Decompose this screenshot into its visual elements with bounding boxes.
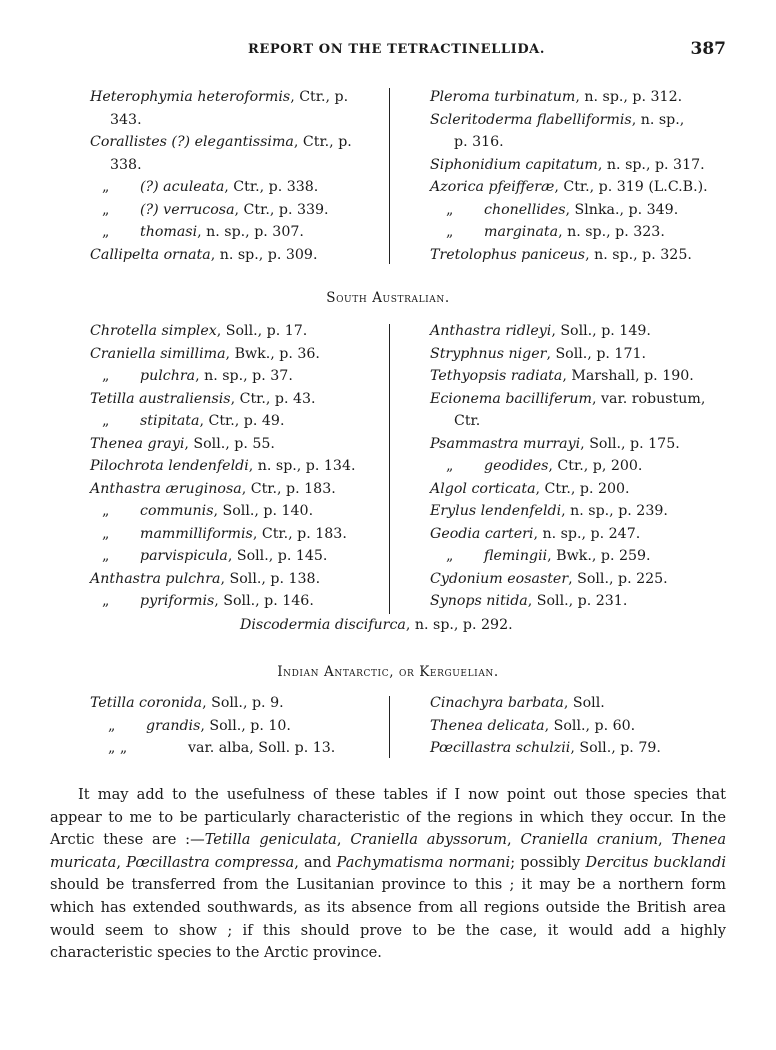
species-citation: , var. robustum,	[592, 390, 706, 407]
species-citation: , Soll.	[563, 695, 605, 711]
column-divider	[389, 88, 390, 264]
species-citation: , Soll., p. 140.	[213, 503, 314, 519]
ditto-mark: „	[102, 525, 110, 542]
species-entry	[90, 500, 313, 522]
species-citation: , n. sp., p. 317.	[597, 156, 705, 173]
species-citation: , Soll., p. 55.	[184, 435, 275, 452]
species-citation: , Soll., p. 9.	[202, 695, 284, 711]
species-name: Tetilla geniculata	[204, 831, 337, 849]
column-divider	[389, 696, 390, 758]
para-text: ,	[116, 853, 127, 871]
species-citation: 338.	[110, 156, 142, 173]
species-table-indian-antarctic	[90, 692, 730, 764]
species-entry	[90, 545, 327, 567]
species-citation: , n. sp., p. 309.	[210, 246, 318, 263]
ditto-mark: „	[108, 717, 116, 734]
ditto-mark: „	[446, 224, 454, 240]
species-entry	[430, 715, 635, 737]
species-entry	[90, 176, 318, 198]
species-name: Geodia carteri	[430, 525, 534, 542]
column-divider	[389, 324, 390, 614]
para-text: It may add to the usefulness of these tables if I now point out those species that appear to me to be particularly characteristic of the regions in which they occur. In the Arctic these are :—	[50, 786, 726, 849]
species-citation: , Soll., p. 225.	[568, 570, 668, 587]
species-name: pulchra	[140, 368, 196, 384]
species-entry	[454, 410, 480, 432]
species-name: parvispicula	[140, 548, 228, 564]
para-text: ; possibly	[510, 853, 586, 871]
species-citation: , Soll., p. 79.	[570, 740, 661, 756]
ditto-mark: „	[102, 548, 110, 564]
species-citation: , Bwk., p. 259.	[547, 548, 651, 564]
species-name: Pleroma turbinatum	[430, 89, 576, 105]
ditto-mark: „	[102, 224, 110, 240]
species-entry	[430, 221, 665, 243]
species-citation: , n. sp., p. 247.	[533, 525, 641, 542]
species-entry	[90, 568, 320, 590]
species-name: Anthastra pulchra	[90, 570, 221, 587]
species-citation: , n. sp., p. 323.	[558, 224, 665, 240]
species-name: Anthastra æruginosa	[90, 480, 242, 497]
species-entry	[430, 154, 705, 176]
species-name: Pilochrota lendenfeldi	[90, 458, 249, 474]
species-name: Thenea delicata	[430, 717, 545, 734]
species-entry	[90, 523, 347, 545]
species-name: Ecionema bacilliferum	[430, 390, 592, 407]
species-citation: , Ctr., p. 338.	[224, 179, 319, 195]
species-entry	[90, 715, 291, 737]
species-citation: , Ctr., p.	[290, 89, 349, 105]
para-text: ,	[507, 831, 521, 849]
running-title: REPORT ON THE TETRACTINELLIDA.	[248, 42, 545, 57]
species-entry	[430, 523, 640, 545]
species-citation: var. alba, Soll. p. 13.	[188, 740, 336, 756]
species-citation: , Soll., p. 149.	[551, 323, 651, 339]
species-citation: , n. sp., p. 37.	[195, 368, 293, 384]
species-entry	[454, 131, 504, 153]
species-name: Tetilla coronida	[90, 695, 203, 711]
species-entry	[430, 433, 680, 455]
species-entry	[90, 433, 275, 455]
species-citation: , Ctr., p, 200.	[548, 458, 643, 474]
species-entry	[90, 590, 314, 612]
section-title-south-australian: South Australian.	[326, 290, 450, 306]
species-entry	[110, 154, 142, 176]
species-citation: , Soll., p. 231.	[527, 593, 628, 609]
species-citation: , Ctr., p. 183.	[252, 525, 347, 542]
species-name: Craniella abyssorum	[350, 831, 508, 849]
species-citation: , Ctr., p. 49.	[199, 413, 285, 429]
ditto-mark: „	[102, 503, 110, 519]
ditto-mark: „	[446, 458, 454, 474]
species-citation: , Soll., p. 171.	[546, 345, 647, 362]
species-name: flemingii	[484, 548, 548, 564]
species-name: Siphonidium capitatum	[430, 156, 598, 173]
species-table-south-australian	[90, 320, 730, 620]
section-title-indian-antarctic: Indian Antarctic, or Kerguelian.	[277, 664, 499, 680]
species-name: geodides	[484, 458, 549, 474]
species-citation: , Slnka., p. 349.	[565, 201, 679, 218]
species-name: Tethyopsis radiata	[430, 368, 563, 384]
ditto-mark: „	[102, 368, 110, 384]
para-text: ,	[658, 831, 672, 849]
species-entry	[430, 455, 642, 477]
species-entry	[430, 590, 627, 612]
species-name: Dercitus bucklandi	[585, 853, 726, 871]
species-name: Scleritoderma flabelliformis	[430, 111, 632, 128]
species-citation: 343.	[110, 111, 142, 128]
ditto-mark: „	[446, 548, 454, 564]
para-text: , and	[294, 853, 337, 871]
species-citation: , n. sp.,	[631, 111, 685, 128]
species-entry	[430, 365, 694, 387]
species-citation: , Ctr., p. 339.	[234, 201, 329, 218]
para-text: ,	[336, 831, 351, 849]
species-entry	[430, 244, 692, 266]
species-name: Cinachyra barbata	[430, 695, 564, 711]
species-entry	[90, 131, 352, 153]
species-entry	[430, 109, 684, 131]
species-name: communis	[140, 503, 214, 519]
species-entry	[90, 199, 329, 221]
species-entry	[90, 320, 307, 342]
species-citation: , Soll., p. 146.	[214, 593, 314, 609]
species-citation: , n. sp., p. 292.	[405, 617, 513, 633]
species-name: thomasi	[140, 224, 198, 240]
species-name: grandis	[146, 717, 201, 734]
species-entry	[430, 343, 646, 365]
ditto-mark: „	[446, 201, 454, 218]
page-number: 387	[690, 39, 726, 59]
species-name: Tretolophus paniceus	[430, 246, 586, 263]
species-name: Cydonium eosaster	[430, 570, 569, 587]
species-entry	[90, 737, 335, 759]
species-entry	[430, 500, 668, 522]
species-citation: , Ctr., p.	[293, 134, 352, 150]
species-citation: , Soll., p. 175.	[580, 435, 680, 452]
species-name: Thenea muricata	[50, 831, 727, 871]
species-citation: , Ctr., p. 319 (L.C.B.).	[554, 179, 708, 195]
species-citation: , n. sp., p. 307.	[197, 224, 304, 240]
species-entry	[90, 410, 284, 432]
para-text: should be transferred from the Lusitanian province to this ; it may be a northern form which has extended southwards, as its absence from all regions outside the British area would seem to show ; if this should prove to be the case, it would add a highly characteristic species to the Arctic province.	[50, 876, 726, 962]
species-entry	[430, 86, 682, 108]
species-name: Thenea grayi	[90, 435, 185, 452]
species-entry	[90, 221, 304, 243]
species-name: Pœcillastra compressa	[126, 853, 295, 871]
species-name: stipitata	[140, 413, 200, 429]
species-name: (?) verrucosa	[140, 201, 235, 218]
species-name: Chrotella simplex	[90, 323, 217, 339]
species-citation: , n. sp., p. 312.	[575, 89, 683, 105]
species-entry	[90, 388, 316, 410]
species-name: Heterophymia heteroformis	[90, 89, 291, 105]
species-name: Anthastra ridleyi	[430, 323, 552, 339]
species-name: marginata	[484, 224, 559, 240]
species-citation: , n. sp., p. 134.	[248, 458, 356, 474]
species-name: Algol corticata	[430, 480, 536, 497]
species-citation: , Soll., p. 145.	[227, 548, 328, 564]
centered-entry	[240, 614, 513, 636]
species-name: pyriformis	[140, 593, 215, 609]
species-name: Callipelta ornata	[90, 246, 211, 263]
species-citation: , Ctr., p. 183.	[241, 480, 336, 497]
species-name: Stryphnus niger	[430, 345, 547, 362]
page-header	[0, 39, 776, 64]
species-name: Craniella simillima	[90, 345, 226, 362]
species-citation: , Ctr., p. 43.	[230, 390, 316, 407]
species-name: Azorica pfeifferæ	[430, 179, 555, 195]
species-entry	[110, 109, 142, 131]
ditto-mark: „ „	[108, 740, 128, 756]
species-entry	[430, 478, 630, 500]
species-citation: , Ctr., p. 200.	[535, 480, 630, 497]
species-name: Craniella cranium	[520, 831, 659, 849]
species-citation: Ctr.	[454, 413, 481, 429]
species-name: Tetilla australiensis	[90, 390, 231, 407]
species-citation: , n. sp., p. 325.	[585, 246, 692, 263]
species-name: Pœcillastra schulzii	[430, 740, 571, 756]
species-entry	[430, 320, 651, 342]
ditto-mark: „	[102, 593, 110, 609]
ditto-mark: „	[102, 201, 110, 218]
species-name: (?) aculeata	[140, 179, 225, 195]
species-entry	[430, 199, 678, 221]
species-entry	[430, 545, 651, 567]
species-table-continued	[90, 86, 730, 266]
species-name: Synops nitida	[430, 593, 528, 609]
species-entry	[90, 478, 336, 500]
species-citation: , Soll., p. 10.	[200, 717, 291, 734]
species-entry	[430, 692, 605, 714]
species-citation: , Marshall, p. 190.	[562, 368, 694, 384]
species-entry	[90, 343, 320, 365]
species-name: Psammastra murrayi	[430, 435, 581, 452]
species-entry	[90, 365, 293, 387]
ditto-mark: „	[102, 413, 110, 429]
species-citation: p. 316.	[454, 134, 504, 150]
species-entry	[430, 737, 661, 759]
species-entry	[90, 692, 284, 714]
species-name: Pachymatisma normani	[336, 853, 511, 871]
species-entry	[430, 388, 705, 410]
species-entry	[430, 176, 708, 198]
species-citation: , Soll., p. 17.	[216, 323, 308, 339]
species-name: chonellides	[484, 201, 566, 218]
species-name: mammilliformis	[140, 525, 253, 542]
body-paragraph	[50, 784, 726, 965]
species-name: Erylus lendenfeldi	[430, 503, 562, 519]
species-entry	[90, 86, 348, 108]
species-name: Corallistes (?) elegantissima	[90, 134, 294, 150]
species-entry	[90, 455, 356, 477]
species-citation: , Soll., p. 138.	[220, 570, 321, 587]
species-citation: , Bwk., p. 36.	[225, 345, 320, 362]
species-entry	[90, 244, 317, 266]
ditto-mark: „	[102, 179, 110, 195]
species-name: Discodermia discifurca	[240, 617, 406, 633]
species-entry	[430, 568, 668, 590]
species-citation: , Soll., p. 60.	[544, 717, 636, 734]
species-citation: , n. sp., p. 239.	[561, 503, 668, 519]
